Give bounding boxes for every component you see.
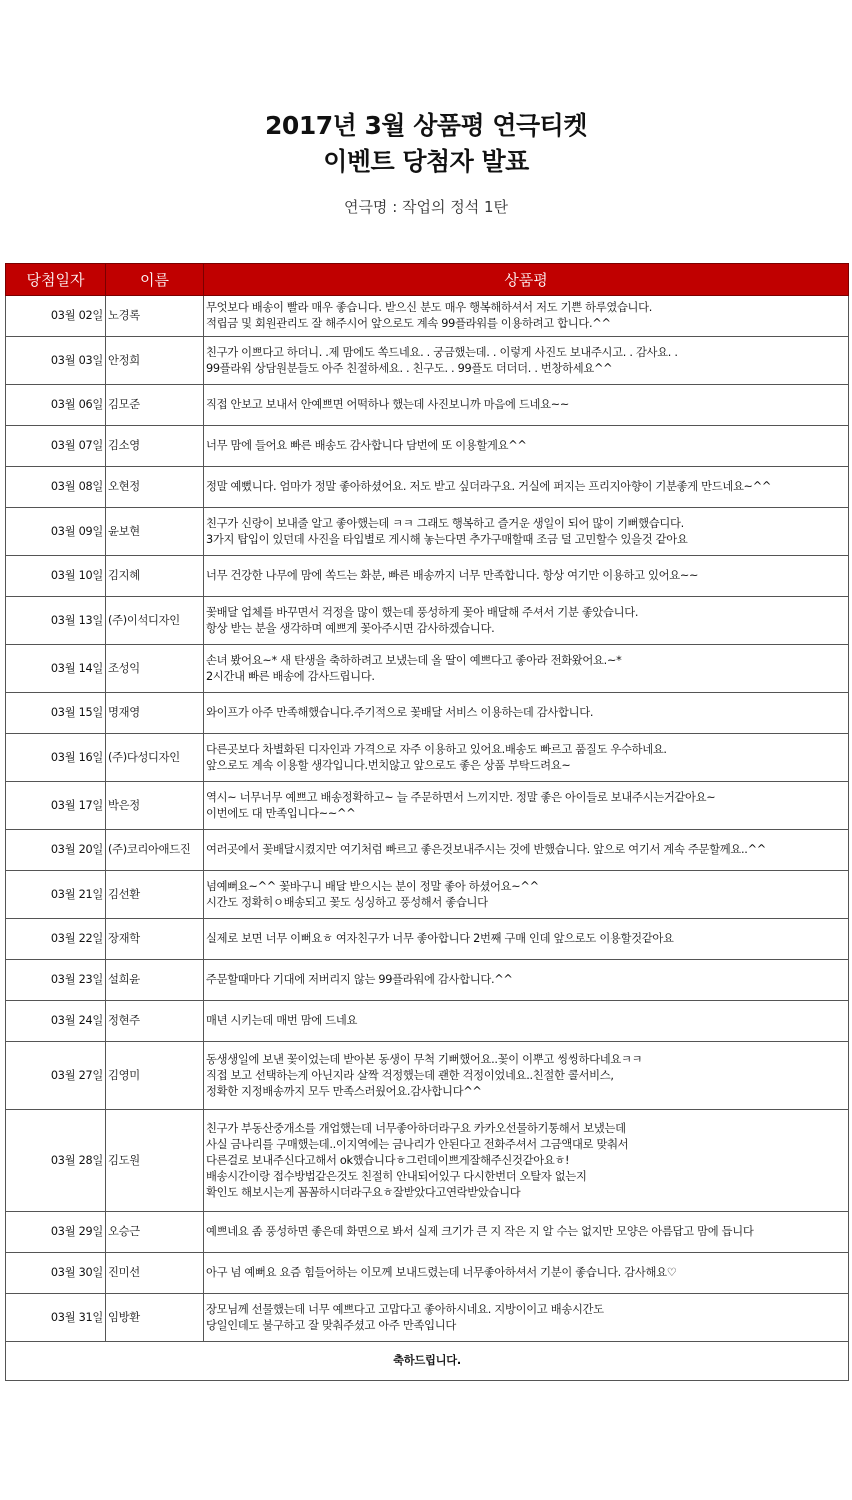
- winner-name: 명재영: [106, 693, 204, 734]
- win-date: 03월 16일: [6, 734, 106, 782]
- review-text: [204, 645, 849, 693]
- win-date: 03월 24일: [6, 1001, 106, 1042]
- table-row: [6, 1294, 849, 1342]
- congrats-row: [6, 1342, 849, 1381]
- winner-name: 장재학: [106, 919, 204, 960]
- win-date: 03월 28일: [6, 1110, 106, 1212]
- table-row: [6, 337, 849, 385]
- review-line: 장모님께 선물했는데 너무 예쁘다고 고맙다고 좋아하시네요. 지방이이고 배송시간도: [206, 1302, 604, 1316]
- review-line: 확인도 해보시는게 꼼꼼하시더라구요ㅎ잘받았다고연락받았습니다: [206, 1185, 521, 1199]
- table-row: [6, 296, 849, 337]
- winner-name: (주)코리아애드진: [106, 830, 204, 871]
- review-line: 여러곳에서 꽃배달시켰지만 여기처럼 빠르고 좋은것보내주시는 것에 반했습니다. 앞으로 여기서 계속 주문할께요..^^: [206, 843, 766, 856]
- review-text: [204, 693, 849, 734]
- win-date: 03월 15일: [6, 693, 106, 734]
- review-text: [204, 782, 849, 830]
- review-line: 손녀 봤어요~* 새 탄생을 축하하려고 보냈는데 올 딸이 예쁘다고 좋아라 전화왔어요.~*: [206, 653, 622, 667]
- review-line: 매년 시키는데 매번 맘에 드네요: [206, 1014, 358, 1027]
- review-line: 예쁘네요 좀 풍성하면 좋은데 화면으로 봐서 실제 크기가 큰 지 작은 지 알 수는 없지만 모양은 아름답고 맘에 듭니다: [206, 1225, 754, 1238]
- win-date: 03월 10일: [6, 556, 106, 597]
- review-line: 친구가 부동산중개소를 개업했는데 너무좋아하더라구요 카카오선물하기통해서 보냈는데: [206, 1121, 626, 1135]
- win-date: 03월 02일: [6, 296, 106, 337]
- win-date: 03월 29일: [6, 1212, 106, 1253]
- review-text: [204, 1110, 849, 1212]
- table-row: [6, 467, 849, 508]
- review-line: 99플라워 상담원분들도 아주 친절하세요. . 친구도. . 99플도 더더더. . 번창하세요^^: [206, 361, 613, 375]
- win-date: 03월 08일: [6, 467, 106, 508]
- winner-name: (주)다성디자인: [106, 734, 204, 782]
- review-text: [204, 467, 849, 508]
- win-date: 03월 17일: [6, 782, 106, 830]
- winners-table: [5, 263, 849, 1381]
- winner-name: 조성익: [106, 645, 204, 693]
- table-row: [6, 1110, 849, 1212]
- review-line: 다른걸로 보내주신다고해서 ok했습니다ㅎ그런데이쁘게잘해주신것같아요ㅎ!: [206, 1153, 570, 1167]
- review-line: 정말 예뻤니다. 엄마가 정말 좋아하셨어요. 저도 받고 싶더라구요. 거실에 퍼지는 프리지아향이 기분좋게 만드네요~^^: [206, 480, 772, 493]
- review-text: [204, 871, 849, 919]
- table-row: [6, 1253, 849, 1294]
- review-text: [204, 1001, 849, 1042]
- win-date: 03월 03일: [6, 337, 106, 385]
- winner-name: 김도원: [106, 1110, 204, 1212]
- win-date: 03월 13일: [6, 597, 106, 645]
- review-line: 당일인데도 불구하고 잘 맞춰주셨고 아주 만족입니다: [206, 1318, 456, 1332]
- review-line: 사실 금나리를 구매했는데..이지역에는 금나리가 안된다고 전화주셔서 그금액대로 맞춰서: [206, 1137, 629, 1151]
- review-line: 2시간내 빠른 배송에 감사드립니다.: [206, 669, 375, 683]
- winner-name: 김선환: [106, 871, 204, 919]
- review-text: [204, 597, 849, 645]
- review-text: [204, 960, 849, 1001]
- table-row: [6, 960, 849, 1001]
- review-text: [204, 734, 849, 782]
- review-line: 동생생일에 보낸 꽃이었는데 받아본 동생이 무척 기뻐했어요..꽃이 이뿌고 씽씽하다네요ㅋㅋ: [206, 1052, 643, 1066]
- table-row: [6, 830, 849, 871]
- event-title-line-1: 2017년 3월 상품평 연극티켓: [265, 111, 587, 140]
- winner-name: 김소영: [106, 426, 204, 467]
- review-text: [204, 426, 849, 467]
- winner-name: 박은정: [106, 782, 204, 830]
- win-date: 03월 31일: [6, 1294, 106, 1342]
- review-line: 다른곳보다 차별화된 디자인과 가격으로 자주 이용하고 있어요.배송도 빠르고 품질도 우수하네요.: [206, 742, 667, 756]
- review-line: 꽃배달 업체를 바꾸면서 걱정을 많이 했는데 풍성하게 꽃아 배달해 주셔서 기분 좋았습니다.: [206, 605, 639, 619]
- column-header-name: 이름: [106, 264, 204, 296]
- winner-name: (주)이석디자인: [106, 597, 204, 645]
- review-line: 이번에도 대 만족입니다~~^^: [206, 806, 356, 820]
- winner-name: 김영미: [106, 1042, 204, 1110]
- review-text: [204, 296, 849, 337]
- winner-name: 오현정: [106, 467, 204, 508]
- congratulations-text: 축하드립니다.: [6, 1342, 849, 1381]
- review-line: 너무 맘에 들어요 빠른 배송도 감사합니다 담번에 또 이용할게요^^: [206, 439, 527, 452]
- winner-name: 임방환: [106, 1294, 204, 1342]
- review-text: [204, 1294, 849, 1342]
- win-date: 03월 23일: [6, 960, 106, 1001]
- table-row: [6, 508, 849, 556]
- review-text: [204, 385, 849, 426]
- review-line: 시간도 정확히ㅇ배송되고 꽃도 싱싱하고 풍성해서 좋습니다: [206, 895, 488, 909]
- win-date: 03월 06일: [6, 385, 106, 426]
- table-row: [6, 919, 849, 960]
- winner-name: 진미선: [106, 1253, 204, 1294]
- review-text: [204, 556, 849, 597]
- table-row: [6, 734, 849, 782]
- win-date: 03월 22일: [6, 919, 106, 960]
- winner-name: 설희윤: [106, 960, 204, 1001]
- column-header-review: 상품평: [204, 264, 849, 296]
- review-text: [204, 1253, 849, 1294]
- review-text: [204, 337, 849, 385]
- event-title-line-2: 이벤트 당첨자 발표: [323, 147, 529, 176]
- review-line: 적립금 및 회원관리도 잘 해주시어 앞으로도 계속 99플라워를 이용하려고 합니다.^^: [206, 317, 611, 330]
- review-line: 3가지 탑입이 있던데 사진을 타입별로 게시해 놓는다면 추가구매할때 조금 덜 고민할수 있을것 같아요: [206, 532, 688, 546]
- review-line: 넘예뻐요~^^ 꽃바구니 배달 받으시는 분이 정말 좋아 하셨어요~^^: [206, 879, 539, 893]
- review-line: 직접 안보고 보내서 안예쁘면 어떡하나 했는데 사진보니까 마음에 드네요~~: [206, 398, 570, 411]
- win-date: 03월 27일: [6, 1042, 106, 1110]
- winner-name: 정현주: [106, 1001, 204, 1042]
- review-line: 실제로 보면 너무 이뻐요ㅎ 여자친구가 너무 좋아합니다 2번째 구매 인데 앞으로도 이용할것같아요: [206, 932, 674, 945]
- table-row: [6, 597, 849, 645]
- winner-name: 오승근: [106, 1212, 204, 1253]
- winner-name: 윤보현: [106, 508, 204, 556]
- win-date: 03월 20일: [6, 830, 106, 871]
- win-date: 03월 09일: [6, 508, 106, 556]
- review-text: [204, 919, 849, 960]
- review-line: 친구가 이쁘다고 하더니. .제 맘에도 쏙드네요. . 궁금했는데. . 이렇게 사진도 보내주시고. . 감사요. .: [206, 345, 678, 359]
- review-line: 무엇보다 배송이 빨라 매우 좋습니다. 받으신 분도 매우 행복해하셔서 저도 기쁜 하루였습니다.: [206, 301, 653, 314]
- table-row: [6, 556, 849, 597]
- table-row: [6, 1212, 849, 1253]
- winner-name: 김모준: [106, 385, 204, 426]
- table-header-row: [6, 264, 849, 296]
- review-text: [204, 1212, 849, 1253]
- winners-table-body: [6, 296, 849, 1342]
- play-name-subtitle: 연극명 : 작업의 정석 1탄: [343, 198, 509, 216]
- review-line: 와이프가 아주 만족해했습니다.주기적으로 꽃배달 서비스 이용하는데 감사합니다.: [206, 706, 594, 719]
- table-row: [6, 426, 849, 467]
- table-row: [6, 693, 849, 734]
- table-row: [6, 782, 849, 830]
- review-line: 너무 건강한 나무에 맘에 쏙드는 화분, 빠른 배송까지 너무 만족합니다. 항상 여기만 이용하고 있어요~~: [206, 569, 699, 582]
- winner-name: 노경록: [106, 296, 204, 337]
- review-line: 정확한 지정배송까지 모두 만족스러웠어요.감사합니다^^: [206, 1084, 482, 1098]
- table-row: [6, 871, 849, 919]
- review-text: [204, 508, 849, 556]
- win-date: 03월 14일: [6, 645, 106, 693]
- winner-name: 김지혜: [106, 556, 204, 597]
- review-line: 아구 넘 예뻐요 요즘 힘들어하는 이모께 보내드렸는데 너무좋아하셔서 기분이 좋습니다. 감사해요♡: [206, 1266, 677, 1279]
- table-row: [6, 1001, 849, 1042]
- win-date: 03월 07일: [6, 426, 106, 467]
- win-date: 03월 21일: [6, 871, 106, 919]
- column-header-date: 당첨일자: [6, 264, 106, 296]
- table-row: [6, 385, 849, 426]
- table-row: [6, 1042, 849, 1110]
- review-line: 항상 받는 분을 생각하며 예쁘게 꽃아주시면 감사하겠습니다.: [206, 621, 495, 635]
- win-date: 03월 30일: [6, 1253, 106, 1294]
- table-row: [6, 645, 849, 693]
- review-line: 역시~ 너무너무 예쁘고 배송정확하고~ 늘 주문하면서 느끼지만. 정말 좋은 아이들로 보내주시는거같아요~: [206, 790, 716, 804]
- review-line: 배송시간이랑 접수방법같은것도 친절히 안내되어있구 다시한번더 오탈자 없는지: [206, 1169, 587, 1183]
- review-text: [204, 830, 849, 871]
- review-line: 친구가 신랑이 보내줄 알고 좋아했는데 ㅋㅋ 그래도 행복하고 즐거운 생일이 되어 많이 기뻐했습디다.: [206, 516, 684, 530]
- review-line: 앞으로도 계속 이용할 생각입니다.번치않고 앞으로도 좋은 상품 부탁드려요~: [206, 758, 571, 772]
- review-text: [204, 1042, 849, 1110]
- winner-name: 안정희: [106, 337, 204, 385]
- review-line: 주문할때마다 기대에 저버리지 않는 99플라워에 감사합니다.^^: [206, 973, 513, 986]
- review-line: 직접 보고 선택하는게 아닌지라 살짝 걱정했는데 괜한 걱정이었네요..친절한 콜서비스,: [206, 1068, 614, 1082]
